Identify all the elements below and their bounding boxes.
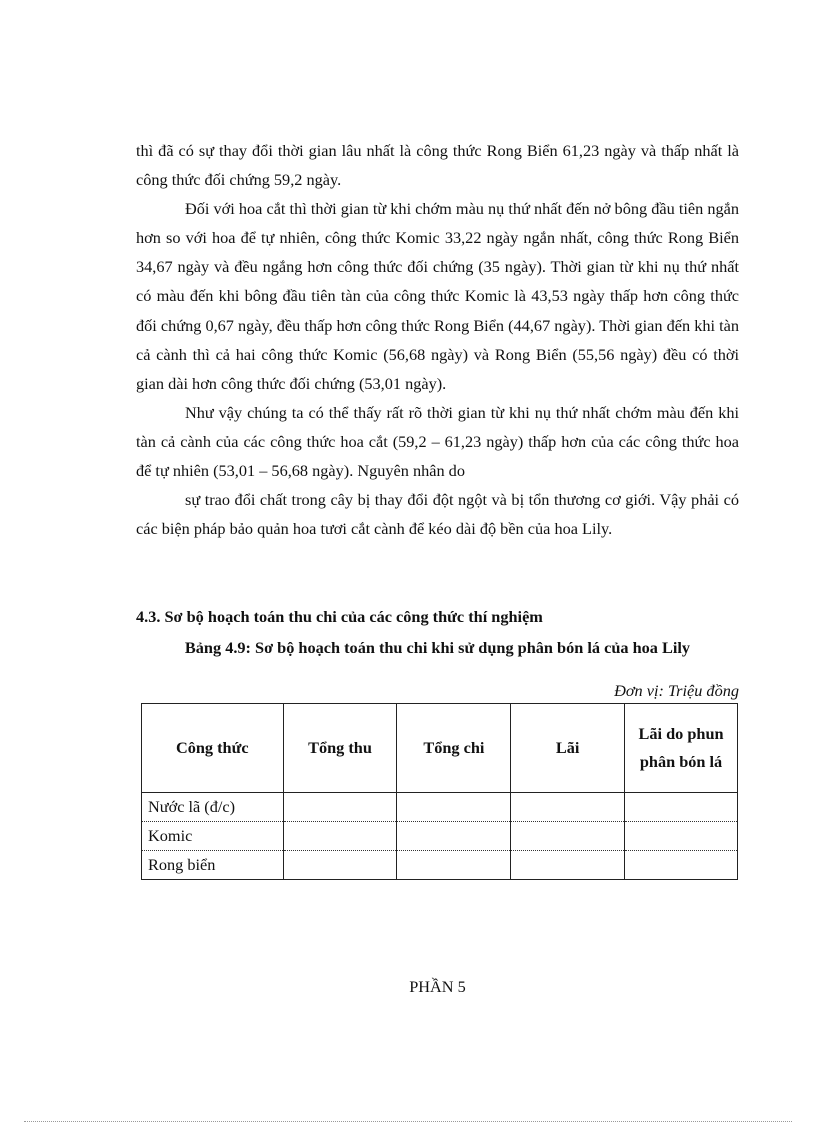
text-line: hơn của các công thức hoa để tự nhiên (53,01 – 56,68 ngày). Nguyên nhân do <box>136 431 739 481</box>
text-line: Đối với hoa cắt thì thời gian từ khi chớm màu nụ thứ nhất đến nở bông <box>185 199 648 219</box>
paragraph-2 <box>136 194 739 398</box>
text-line: gian dài hơn công thức đối chứng (53,01 ngày). <box>136 373 447 393</box>
body-text <box>136 136 739 543</box>
table-row <box>142 793 738 822</box>
table-cell <box>283 793 397 822</box>
text-line: thấp nhất là công thức đối chứng 59,2 ngày. <box>136 141 740 190</box>
text-line: công thức Komic là 43,53 ngày thấp hơn công thức đối chứng 0,67 ngày, đều <box>136 286 740 335</box>
text-line: đầu tiên ngắn hơn so với hoa để tự nhiên, công thức Komic 33,22 ngày ngắn <box>136 199 739 248</box>
section-heading: 4.3. Sơ bộ hoạch toán thu chi của các công thức thí nghiệm <box>136 607 543 626</box>
table-cell <box>397 822 511 851</box>
text-line: màu đến khi tàn cả cành của các công thức hoa cắt (59,2 – 61,23 ngày) thấp <box>136 402 740 451</box>
table-caption: Bảng 4.9: Sơ bộ hoạch toán thu chi khi sử dụng phân bón lá của hoa Lily <box>184 638 691 657</box>
text-line: thì đã có sự thay đổi thời gian lâu nhất là công thức Rong Biển 61,23 ngày và <box>136 141 657 160</box>
text-line: cả hai công thức Komic (56,68 ngày) và Rong Biển (55,56 ngày) đều có thời <box>215 344 740 364</box>
header-lai: Lãi <box>511 704 625 793</box>
header-tong-chi: Tổng chi <box>397 704 511 793</box>
text-line: nhất, công thức Rong Biển 34,67 ngày và đều ngắng hơn công thức đối chứng <box>136 228 739 277</box>
table-cell: Nước lã (đ/c) <box>142 793 284 822</box>
table-cell <box>511 793 625 822</box>
text-line: sự trao đổi chất trong cây bị thay đổi đột ngột và bị tổn thương cơ giới. <box>185 490 656 510</box>
cost-benefit-table <box>141 703 738 880</box>
table-cell <box>397 793 511 822</box>
paragraph-4 <box>136 485 739 543</box>
part-label: PHẦN 5 <box>409 977 466 996</box>
table-cell <box>625 851 738 880</box>
table-row <box>142 851 738 880</box>
text-line: hoa Lily. <box>554 519 613 539</box>
header-tong-thu: Tổng thu <box>283 704 397 793</box>
unit-note: Đơn vị: Triệu đồng <box>614 681 739 700</box>
table-cell <box>511 851 625 880</box>
table-row <box>142 822 738 851</box>
paragraph-3 <box>136 398 739 485</box>
table-header-row <box>142 704 738 793</box>
footer-divider <box>24 1121 792 1122</box>
table-cell <box>397 851 511 880</box>
table-cell <box>511 822 625 851</box>
table-cell: Rong biển <box>142 851 284 880</box>
text-line: Vậy phải có các biện pháp bảo quản hoa tươi cắt cành để kéo dài độ bền của <box>136 490 739 539</box>
paragraph-1 <box>136 136 739 194</box>
text-line: Như vậy chúng ta có thể thấy rất rõ thời gian từ khi nụ thứ nhất chớm <box>185 402 652 422</box>
text-line: (35 ngày). Thời gian từ khi nụ thứ nhất có màu đến khi bông đầu tiên tàn của <box>136 257 739 306</box>
table-cell: Komic <box>142 822 284 851</box>
table-cell <box>625 822 738 851</box>
header-cong-thuc: Công thức <box>142 704 284 793</box>
text-line: thấp hơn công thức Rong Biển (44,67 ngày). Thời gian đến khi tàn cả cành thì <box>136 315 739 364</box>
table-cell <box>283 822 397 851</box>
table-cell <box>625 793 738 822</box>
table-cell <box>283 851 397 880</box>
header-lai-do-phun: Lãi do phun phân bón lá <box>625 704 738 793</box>
